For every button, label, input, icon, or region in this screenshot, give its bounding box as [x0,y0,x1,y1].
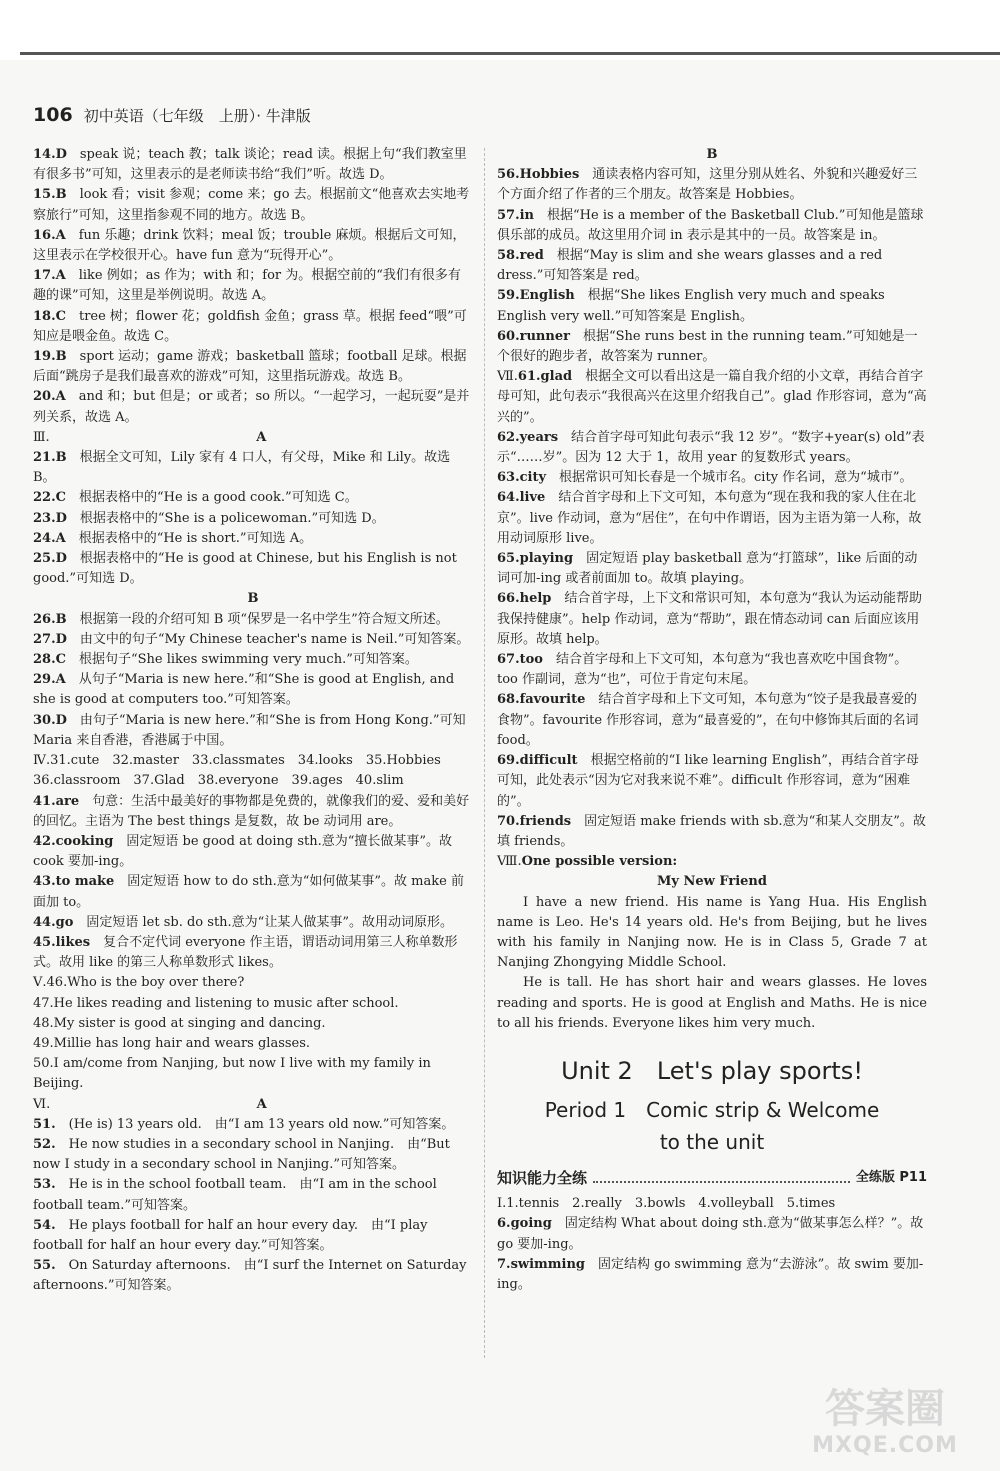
answer-item [33,610,473,630]
answer-item [33,1054,473,1094]
answer-number: 16.A [33,227,66,243]
knowledge-bar-title: 知识能力全练 [497,1168,588,1187]
answer-item [33,650,473,670]
answer-text: 结合首字母，上下文和常识可知，本句意为“我认为运动能帮助我保持健康”。help 作动词，意为“帮助”，跟在情态动词 can 后面应该用原形。故填 help。 [497,591,923,647]
period-title-line2: to the unit [659,1129,765,1154]
knowledge-bar [497,1168,927,1188]
left-column [33,145,473,1297]
answer-number: 15.B [33,187,67,203]
section-letter: B [706,147,718,162]
answer-number: 45.likes [33,934,91,950]
unit-title: Unit 2 Let's play sports! [561,1056,863,1085]
answer-text: 由句子“Maria is new here.”和“She is from Hong Kong.”可知 Maria 来自香港，香港属于中国。 [33,712,466,748]
answer-text: 46.Who is the boy over there? [46,975,245,991]
section-numeral: Ⅵ. [33,1096,51,1112]
period-title-line1: Period 1 Comic strip & Welcome [544,1097,880,1122]
answer-item [497,428,927,468]
answer-item [33,266,473,306]
answer-item [33,711,473,751]
answer-text: 根据表格中的“He is a good cook.”可知选 C。 [78,490,358,506]
essay-paragraph: I have a new friend. His name is Yang Hua. His English name is Leo. He's 14 years old. He's from Beijing, but he lives with his family in Nanjing now. He is in Class 5, Grade 7 at Nanjing Zhongying Middle School. [497,894,927,971]
answer-item [33,185,473,225]
answer-text: 固定短语 play basketball 意为“打篮球”，like 后面的动词可加-ing 或者前面加 to。故填 playing。 [497,551,918,587]
answer-number: 62.years [497,429,559,445]
answer-item [497,852,927,872]
answer-number: 24.A [33,530,66,546]
answer-text: 根据句子“She likes swimming very much.”可知答案。 [78,652,418,668]
knowledge-bar-ref: 全练版 P11 [855,1169,927,1185]
answer-item [497,206,927,246]
unit-answers [497,1194,927,1295]
answer-item [33,832,473,872]
answer-text: sport 运动；game 游戏；basketball 篮球；football 足球。根据后面“跳房子是我们最喜欢的游戏”可知，这里指玩游戏。故选 B。 [33,349,467,385]
answer-text: 复合不定代词 everyone 作主语，谓语动词用第三人称单数形式。故用 like 的第三人称单数形式 likes。 [33,934,458,971]
answer-item [497,488,927,549]
answer-text: 36.classroom 37.Glad 38.everyone 39.ages 40.slim [33,773,404,789]
answer-text: 固定短语 make friends with sb.意为“和某人交朋友”。故填 friends。 [497,813,926,849]
answer-text: 根据全文可知，Lily 家有 4 口人，有父母，Mike 和 Lily。故选 B。 [33,450,451,486]
answer-text: 结合首字母和上下文可知，本句意为“饺子是我最喜爱的食物”。favourite 作形容词，意为“最喜爱的”，在句中修饰其后面的名词 food。 [497,692,919,748]
section-heading [33,1095,473,1115]
answer-item [33,347,473,387]
section-heading [33,589,473,609]
section-numeral: Ⅴ. [33,975,47,991]
answer-item [497,327,927,367]
answer-number: 64.live [497,490,546,506]
answer-item [33,226,473,266]
answer-text: 根据“He is a member of the Basketball Club.”可知他是篮球俱乐部的成员。故这里用介词 in 表示是其中的一员。故答案是 in。 [497,207,924,243]
right-answers [497,145,927,872]
book-title: 初中英语（七年级 上册）· 牛津版 [83,107,311,125]
answer-item [497,751,927,812]
answer-number: 61.glad [517,369,573,385]
answer-text: 根据表格中的“He is short.”可知选 A。 [78,530,313,546]
answer-number: 52. [33,1136,56,1152]
answer-item [33,1216,473,1256]
answer-text: 固定结构 go swimming 意为“去游泳”。故 swim 要加-ing。 [497,1256,924,1292]
answer-item [33,630,473,650]
answer-item [33,933,473,973]
answer-text: On Saturday afternoons. 由“I surf the Internet on Saturday afternoons.”可知答案。 [33,1258,467,1294]
answer-item [33,994,473,1014]
page-number: 106 [33,104,73,126]
answer-number: 60.runner [497,328,570,344]
answer-text: 从句子“Maria is new here.”和“She is good at English, and she is good at computers too.”可知答案。 [33,672,455,708]
answer-text: 47.He likes reading and listening to music after school. [33,995,399,1011]
answer-number: 65.playing [497,551,574,567]
answer-text: (He is) 13 years old. 由“I am 13 years old now.”可知答案。 [68,1116,455,1132]
essay-paragraph: He is tall. He has short hair and wears glasses. He loves reading and sports. He is good at English and Maths. He is nice to all his friends. Everyone likes him very much. [497,975,927,1031]
answer-item [497,468,927,488]
answer-text: 固定短语 let sb. do sth.意为“让某人做某事”。故用动词原形。 [86,914,453,930]
answer-text: He plays football for half an hour every day. 由“I play football for half an hour every day.”可知答案。 [33,1217,428,1253]
section-letter: A [256,1096,267,1112]
answer-item [497,165,927,205]
answer-number: 57.in [497,207,535,223]
essay-title: My New Friend [657,874,767,890]
answer-number: One possible version: [521,854,678,870]
answer-number: 70.friends [497,813,572,829]
answer-number: 17.A [33,268,66,284]
answer-item [33,448,473,488]
answer-text: 结合首字母可知此句表示“我 12 岁”。“数字+year(s) old”表示“……岁”。因为 12 大于 1，故用 year 的复数形式 years。 [497,429,925,466]
section-numeral: Ⅳ. [33,753,51,769]
answer-text: tree 树；flower 花；goldfish 金鱼；grass 草。根据 feed“喂”可知应是喂金鱼。故选 C。 [33,308,467,344]
answer-text: 根据空格前的“I like learning English”，再结合首字母可知，此处表示“因为它对我来说不难”。difficult 作形容词，意为“困难的”。 [497,753,919,809]
answer-number: 56.Hobbies [497,167,580,183]
answer-item [33,973,473,993]
answer-number: 41.are [33,793,80,809]
answer-item [497,1194,927,1214]
essay [497,872,927,1034]
answer-number: 54. [33,1217,56,1233]
answer-item [33,509,473,529]
answer-item [33,1175,473,1215]
answer-text: look 看；visit 参观；come 来；go 去。根据前文“他喜欢去实地考察旅行”可知，这里指参观不同的地方。故选 B。 [33,187,470,223]
scan-top-margin [0,0,1000,60]
answer-item [33,387,473,427]
answer-number: 68.favourite [497,692,586,708]
answer-item [497,1214,927,1254]
answer-text: 48.My sister is good at singing and dancing. [33,1015,326,1031]
answer-text: and 和；but 但是；or 或者；so 所以。“一起学习，一起玩耍”是并列关系，故选 A。 [33,389,470,425]
watermark-logo: 答案圈 [825,1386,945,1432]
answer-number: 23.D [33,510,67,526]
answer-text: 50.I am/come from Nanjing, but now I live with my family in Beijing. [33,1056,431,1092]
answer-number: 55. [33,1258,56,1274]
answer-item [497,1255,927,1295]
answer-item [33,1014,473,1034]
answer-number: 7.swimming [497,1256,586,1272]
answer-item [33,751,473,771]
answer-number: 67.too [497,652,543,668]
answer-number: 66.help [497,591,552,607]
answer-item [497,367,927,428]
answer-item [497,286,927,326]
answer-item [497,812,927,852]
answer-item [33,1115,473,1135]
answer-item [33,549,473,589]
answer-number: 51. [33,1116,56,1132]
answer-text: 根据“She likes English very much and speaks English very well.”可知答案是 English。 [497,288,885,324]
answer-item [497,650,927,690]
answer-number: 25.D [33,551,67,567]
answer-text: 固定短语 be good at doing sth.意为“擅长做某事”。故 cook 要加-ing。 [33,833,453,870]
answer-text: 句意：生活中最美好的事物都是免费的，就像我们的爱、爱和美好的回忆。主语为 The best things 是复数，故 be 动词用 are。 [33,793,470,829]
answer-item [33,307,473,347]
section-letter: A [256,429,267,445]
answer-text: 根据“She runs best in the running team.”可知她是一个很好的跑步者，故答案为 runner。 [497,328,918,365]
answer-text: speak 说；teach 教；talk 谈论；read 读。根据上句“我们教室里有很多书”可知，这里表示的是老师读书给“我们”听。故选 D。 [33,147,467,183]
answer-number: 21.B [33,450,67,466]
section-heading [33,428,473,448]
section-heading [497,145,927,165]
answer-number: 26.B [33,611,67,627]
answer-text: 通读表格内容可知，这里分别从姓名、外貌和兴趣爱好三个方面介绍了作者的三个朋友。故答案是 Hobbies。 [497,167,918,203]
answer-number: 27.D [33,631,67,647]
answer-item [33,670,473,710]
answer-number: 44.go [33,914,74,930]
answer-number: 30.D [33,712,67,728]
answer-text: 49.Millie has long hair and wears glasses. [33,1035,311,1051]
answer-text: 结合首字母和上下文可知，本句意为“现在我和我的家人住在北京”。live 作动词，意为“居住”，在句中作谓语，因为主语为第一人称，故用动词原形 live。 [497,490,922,546]
answer-text: 由文中的句子“My Chinese teacher's name is Neil.”可知答案。 [79,631,470,647]
answer-text: 31.cute 32.master 33.classmates 34.looks 35.Hobbies [50,753,441,769]
answer-number: 20.A [33,389,66,405]
section-numeral: Ⅲ. [33,429,50,445]
watermark-url: MXQE.COM [812,1433,958,1458]
answer-text: 1.tennis 2.really 3.bowls 4.volleyball 5.times [506,1196,836,1212]
answer-text: 根据第一段的介绍可知 B 项“保罗是一名中学生”符合短文所述。 [79,611,449,627]
header-rule [20,52,1000,55]
watermark [790,1385,980,1463]
answer-text: 根据表格中的“She is a policewoman.”可知选 D。 [79,510,385,526]
answer-number: 63.city [497,470,547,486]
answer-number: 58.red [497,248,544,264]
answer-item [33,488,473,508]
answer-item [33,872,473,912]
answer-text: like 例如；as 作为；with 和；for 为。根据空前的“我们有很多有趣的课”可知，这里是举例说明。故选 A。 [33,268,461,304]
answer-text: 根据常识可知长春是一个城市名。city 作名词，意为“城市”。 [559,470,913,486]
answer-number: 18.C [33,308,66,324]
answer-item [497,589,927,650]
dotted-leader [593,1173,850,1183]
column-divider [484,148,485,1358]
answer-item [33,792,473,832]
answer-text: 根据“May is slim and she wears glasses and a red dress.”可知答案是 red。 [497,248,883,284]
answer-number: 28.C [33,652,66,668]
answer-number: 6.going [497,1216,552,1232]
answer-item [497,690,927,751]
answer-text: 根据表格中的“He is good at Chinese, but his English is not good.”可知选 D。 [33,551,457,587]
answer-item [33,529,473,549]
answer-text: 结合首字母和上下文可知，本句意为“我也喜欢吃中国食物”。too 作副词，意为“也”，可位于肯定句末尾。 [497,652,908,688]
answer-text: He is in the school football team. 由“I am in the school football team.”可知答案。 [33,1177,437,1213]
answer-item [497,549,927,589]
answer-text: 根据全文可以看出这是一篇自我介绍的小文章，再结合首字母可知，此句表示“我很高兴在这里介绍我自己”。glad 作形容词，意为“高兴的”。 [497,369,927,425]
answer-item [33,1256,473,1296]
answer-item [33,145,473,185]
answer-item [497,246,927,286]
answer-item [33,1135,473,1175]
answer-item [33,1034,473,1054]
answer-number: 59.English [497,288,575,304]
answer-text: fun 乐趣；drink 饮料；meal 饭；trouble 麻烦。根据后文可知，这里表示在学校很开心。have fun 意为“玩得开心”。 [33,227,466,264]
answer-text: 固定短语 how to do sth.意为“如何做某事”。故 make 前面加 to。 [33,874,464,910]
answer-number: 29.A [33,672,66,688]
section-numeral: Ⅰ. [497,1196,507,1212]
answer-number: 69.difficult [497,753,578,769]
section-numeral: Ⅷ. [497,854,522,870]
page-header [33,104,311,126]
answer-item [33,771,473,791]
answer-number: 43.to make [33,874,115,890]
answer-number: 53. [33,1177,56,1193]
section-numeral: Ⅶ. [497,369,518,385]
right-column [497,145,927,1295]
answer-number: 19.B [33,349,67,365]
section-letter: B [247,591,259,607]
answer-item [33,913,473,933]
answer-text: He now studies in a secondary school in Nanjing. 由“But now I study in a secondary school in Nanjing.”可知答案。 [33,1136,450,1173]
answer-number: 42.cooking [33,833,114,849]
answer-number: 14.D [33,147,67,162]
answer-number: 22.C [33,490,66,506]
answer-text: 固定结构 What about doing sth.意为“做某事怎么样？”。故 go 要加-ing。 [497,1216,924,1252]
